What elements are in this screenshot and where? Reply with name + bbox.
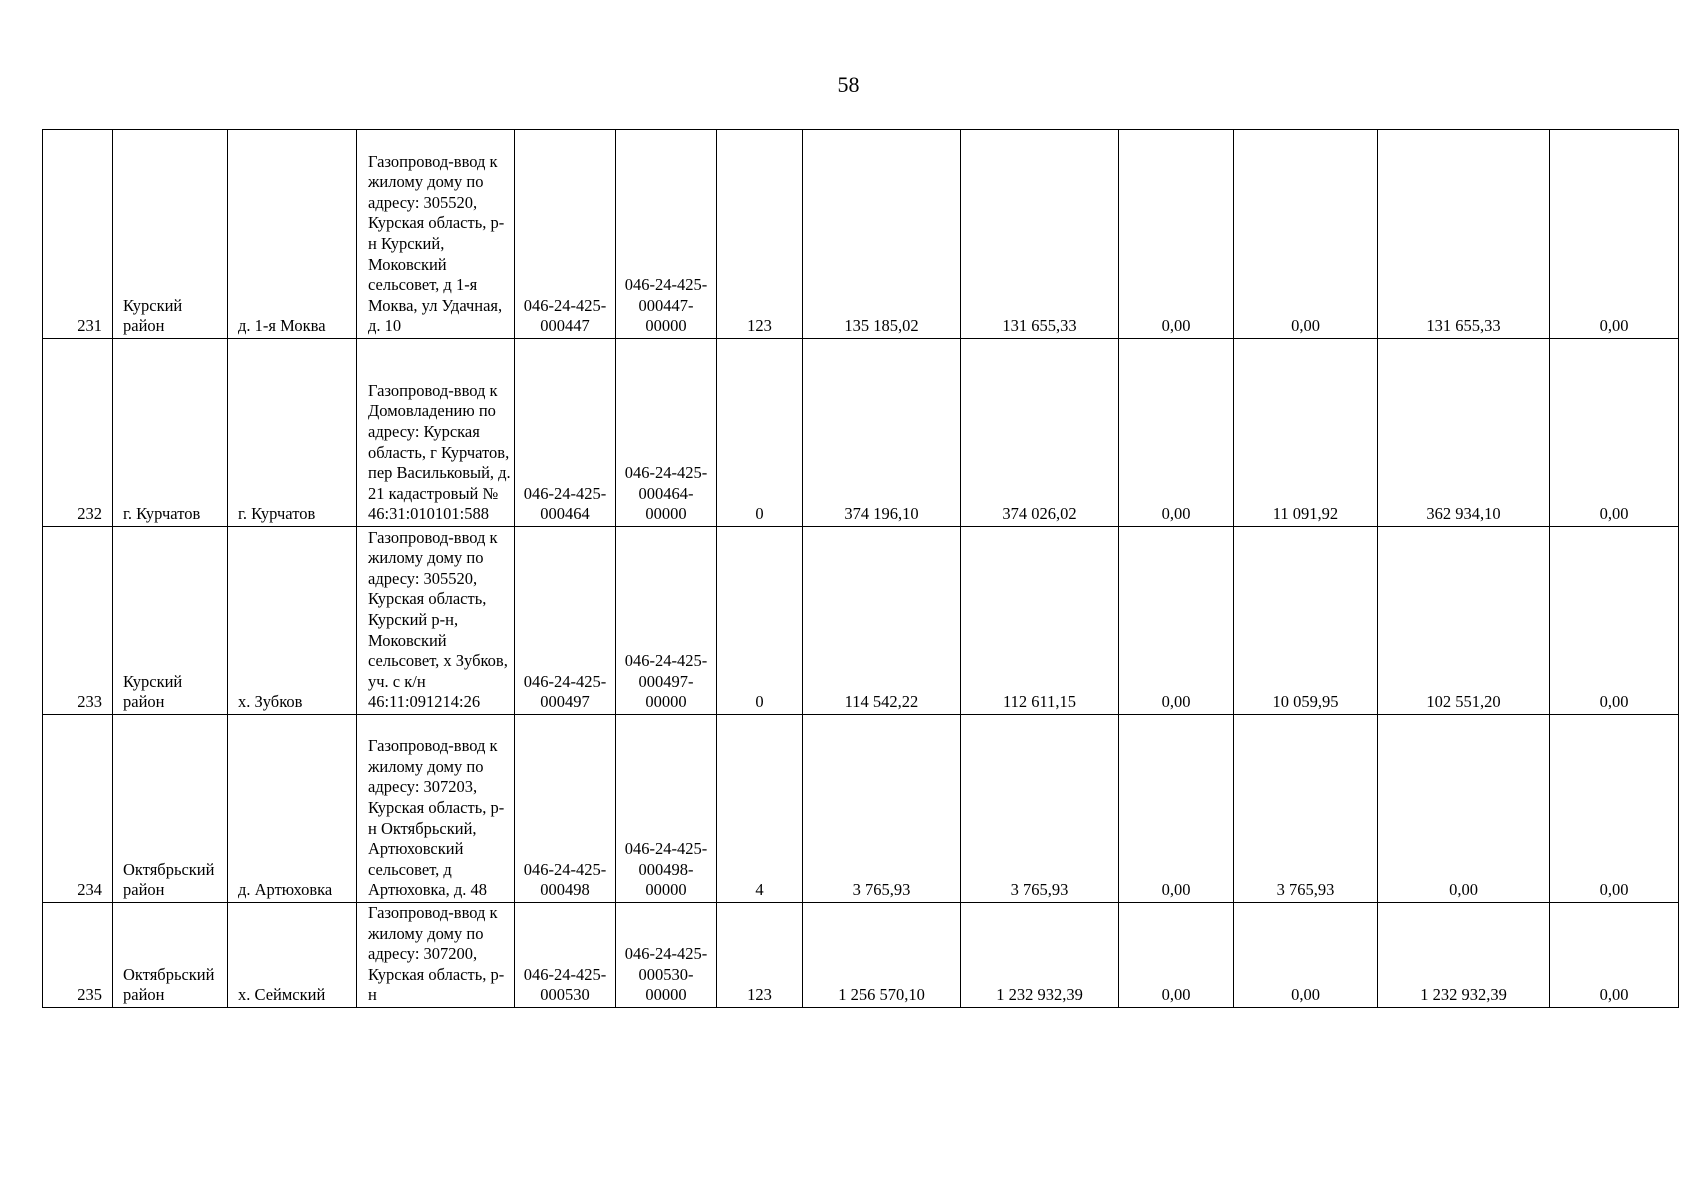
value-cell-4: 3 765,93 [1234, 715, 1378, 903]
value-cell-2: 112 611,15 [961, 527, 1119, 715]
value-cell-1: 1 256 570,10 [803, 903, 961, 1008]
object-description-cell: Газопровод-ввод к жилому дому по адресу: 305520, Курская область, р-н Курский, Моковский сельсовет, д 1-я Моква, ул Удачная, д. 10 [357, 130, 515, 339]
row-number: 234 [43, 715, 113, 903]
inventory-code-cell: 046-24-425-000464-00000 [616, 339, 717, 527]
value-cell-3: 0,00 [1119, 903, 1234, 1008]
code-cell: 046-24-425-000498 [515, 715, 616, 903]
value-cell-1: 374 196,10 [803, 339, 961, 527]
value-cell-5: 362 934,10 [1378, 339, 1550, 527]
table-row [43, 903, 1679, 1008]
page-number: 58 [837, 72, 860, 97]
table-row [43, 715, 1679, 903]
inventory-code-cell: 046-24-425-000497-00000 [616, 527, 717, 715]
value-cell-2: 131 655,33 [961, 130, 1119, 339]
value-cell-4: 11 091,92 [1234, 339, 1378, 527]
settlement-cell: х. Зубков [228, 527, 357, 715]
value-cell-2: 374 026,02 [961, 339, 1119, 527]
code-cell: 046-24-425-000464 [515, 339, 616, 527]
value-cell-6: 0,00 [1550, 903, 1679, 1008]
value-cell-2: 1 232 932,39 [961, 903, 1119, 1008]
settlement-cell: д. 1-я Моква [228, 130, 357, 339]
row-number: 235 [43, 903, 113, 1008]
value-cell-1: 114 542,22 [803, 527, 961, 715]
quantity-cell: 123 [717, 903, 803, 1008]
code-cell: 046-24-425-000447 [515, 130, 616, 339]
row-number: 231 [43, 130, 113, 339]
value-cell-3: 0,00 [1119, 130, 1234, 339]
settlement-cell: г. Курчатов [228, 339, 357, 527]
quantity-cell: 0 [717, 527, 803, 715]
object-description-cell: Газопровод-ввод к жилому дому по адресу: 305520, Курская область, Курский р-н, Моковский сельсовет, х Зубков, уч. с к/н 46:11:091214:26 [357, 527, 515, 715]
value-cell-4: 10 059,95 [1234, 527, 1378, 715]
row-number: 232 [43, 339, 113, 527]
registry-table [42, 129, 1679, 1008]
district-cell: Курский район [113, 527, 228, 715]
value-cell-5: 0,00 [1378, 715, 1550, 903]
district-cell: г. Курчатов [113, 339, 228, 527]
settlement-cell: д. Артюховка [228, 715, 357, 903]
table-row [43, 527, 1679, 715]
inventory-code-cell: 046-24-425-000530-00000 [616, 903, 717, 1008]
value-cell-6: 0,00 [1550, 339, 1679, 527]
value-cell-5: 1 232 932,39 [1378, 903, 1550, 1008]
value-cell-6: 0,00 [1550, 715, 1679, 903]
settlement-cell: х. Сеймский [228, 903, 357, 1008]
inventory-code-cell: 046-24-425-000498-00000 [616, 715, 717, 903]
value-cell-3: 0,00 [1119, 715, 1234, 903]
value-cell-1: 135 185,02 [803, 130, 961, 339]
code-cell: 046-24-425-000530 [515, 903, 616, 1008]
value-cell-6: 0,00 [1550, 527, 1679, 715]
inventory-code-cell: 046-24-425-000447-00000 [616, 130, 717, 339]
quantity-cell: 123 [717, 130, 803, 339]
object-description-cell: Газопровод-ввод к Домовладению по адресу: Курская область, г Курчатов, пер Васильковый, д. 21 кадастровый № 46:31:010101:588 [357, 339, 515, 527]
value-cell-3: 0,00 [1119, 339, 1234, 527]
row-number: 233 [43, 527, 113, 715]
value-cell-4: 0,00 [1234, 130, 1378, 339]
code-cell: 046-24-425-000497 [515, 527, 616, 715]
district-cell: Октябрьский район [113, 903, 228, 1008]
value-cell-2: 3 765,93 [961, 715, 1119, 903]
district-cell: Курский район [113, 130, 228, 339]
value-cell-4: 0,00 [1234, 903, 1378, 1008]
quantity-cell: 4 [717, 715, 803, 903]
object-description-cell: Газопровод-ввод к жилому дому по адресу: 307203, Курская область, р-н Октябрьский, Артюховский сельсовет, д Артюховка, д. 48 [357, 715, 515, 903]
value-cell-3: 0,00 [1119, 527, 1234, 715]
value-cell-5: 131 655,33 [1378, 130, 1550, 339]
district-cell: Октябрьский район [113, 715, 228, 903]
table-row [43, 130, 1679, 339]
object-description-cell: Газопровод-ввод к жилому дому по адресу: 307200, Курская область, р-н [357, 903, 515, 1008]
value-cell-5: 102 551,20 [1378, 527, 1550, 715]
value-cell-6: 0,00 [1550, 130, 1679, 339]
quantity-cell: 0 [717, 339, 803, 527]
value-cell-1: 3 765,93 [803, 715, 961, 903]
table-row [43, 339, 1679, 527]
